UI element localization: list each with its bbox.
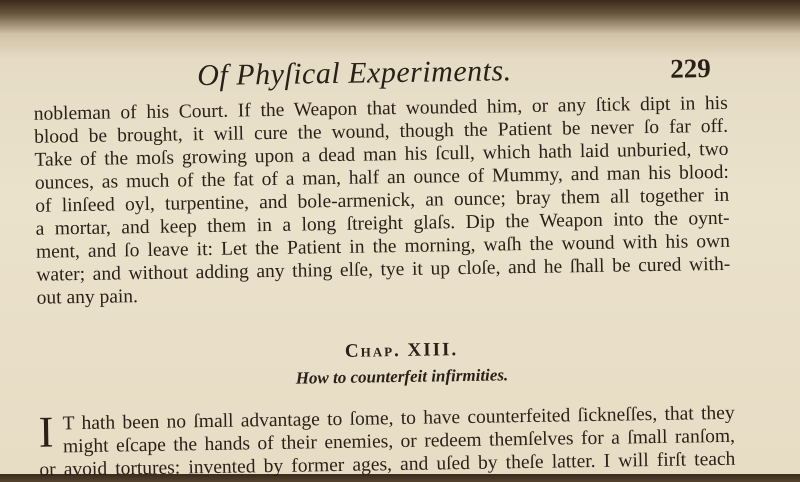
body-line: a mortar, and keep them in a long ſtreight glaſs. Dip the Weapon into the oynt- <box>35 207 730 240</box>
body-line: nobleman of his Court. If the Weapon that wounded him, or any ſtick dipt in his <box>33 92 728 125</box>
body-line: water; and without adding any thing elſe, tye it up cloſe, and he ſhall be cured with- <box>36 253 731 286</box>
chapter-heading: Chap. XIII. <box>344 339 459 362</box>
running-title: Of Phyſical Experiments. <box>196 54 512 93</box>
body-line: of linſeed oyl, turpentine, and bole-armenick, an ounce; bray them all together in <box>35 184 730 217</box>
body-line: out any pain. <box>36 286 139 309</box>
body-line: ment, and ſo leave it: Let the Patient in the morning, waſh the wound with his own <box>35 230 731 263</box>
body-line: Take of the moſs growing upon a dead man his ſcull, which hath laid unburied, two <box>34 138 729 171</box>
body-line: ounces, as much of the fat of a man, half an ounce of Mummy, and man his blood: <box>34 161 729 194</box>
drop-cap: I <box>38 407 54 457</box>
page-number: 229 <box>669 53 711 84</box>
paragraph-line: or avoid tortures: invented by former ages, and uſed by theſe latter. I will firſt teach <box>39 448 736 481</box>
body-line: blood be brought, it will cure the wound, though the Patient be never ſo far off. <box>34 115 729 148</box>
paragraph-line: might eſcape the hands of their enemies, or redeem themſelves for a ſmall ranſom, <box>62 425 736 458</box>
chapter-subtitle: How to counterfeit infirmities. <box>295 365 509 388</box>
paragraph-line: T hath been no ſmall advantage to ſome, to have counterfeited ſickneſſes, that they <box>62 402 735 435</box>
